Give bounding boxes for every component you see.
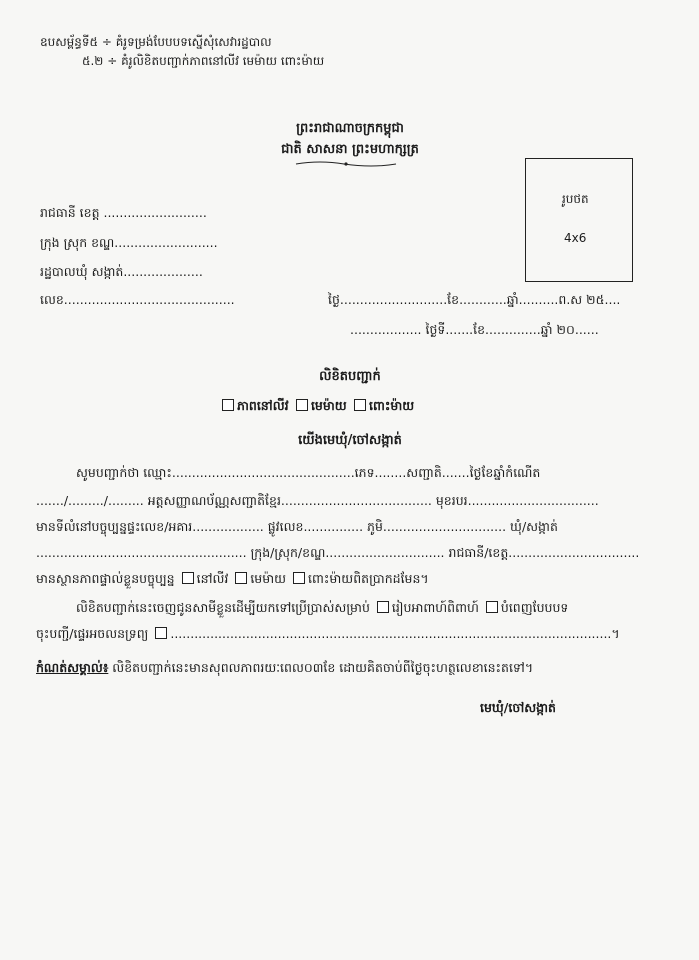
marriage-label: រៀបអាពាហ៍ពិពាហ៍ bbox=[391, 600, 479, 615]
document-title: លិខិតបញ្ជាក់ bbox=[319, 369, 381, 384]
body-line-2: ......./........./......... អត្តសញ្ញាណប័ណ្ណសញ្ជាតិខ្មែរ...................................... មុខរបរ................................. bbox=[36, 493, 599, 508]
status-prefix: មានស្ថានភាពផ្ទាល់ខ្លួនបច្ចុប្បន្ន bbox=[36, 571, 175, 586]
checkbox-procedure[interactable] bbox=[486, 601, 498, 613]
checkbox-current-divorced[interactable] bbox=[293, 572, 305, 584]
note-label: កំណត់សម្គាល់៖ bbox=[36, 660, 109, 675]
checkbox-current-widow[interactable] bbox=[235, 572, 247, 584]
ornament-divider bbox=[294, 160, 398, 168]
issuer-heading: យើងមេឃុំ/ចៅសង្កាត់ bbox=[298, 433, 402, 448]
number-field: លេខ........................................... bbox=[40, 292, 235, 307]
note-text: លិខិតបញ្ជាក់នេះមានសុពលភាពរយៈពេល០៣ខែ ដោយគិតចាប់ពីថ្ងៃចុះហត្ថលេខានេះតទៅ។ bbox=[108, 660, 534, 675]
photo-size: 4x6 bbox=[564, 231, 587, 245]
status-options bbox=[219, 398, 414, 417]
checkbox-current-single[interactable] bbox=[182, 572, 194, 584]
checkbox-marriage[interactable] bbox=[377, 601, 389, 613]
option-single: ភាពនៅលីវ bbox=[237, 398, 289, 413]
solar-date: .................. ថ្ងៃទី.......ខែ..............ឆ្នាំ ២០...... bbox=[350, 322, 599, 337]
checkbox-single[interactable] bbox=[222, 399, 234, 411]
signature-title: មេឃុំ/ចៅសង្កាត់ bbox=[480, 700, 556, 715]
current-single-label: នៅលីវ bbox=[196, 571, 229, 586]
current-widow-label: មេម៉ាយ bbox=[250, 571, 287, 586]
option-divorced: ពោះម៉ាយ bbox=[369, 398, 415, 413]
other-purpose-field: ...............................................................................................................។ bbox=[170, 626, 620, 641]
commune-field: រដ្ឋបាលឃុំ សង្កាត់.................... bbox=[40, 264, 203, 279]
capital-field: រាជធានី ខេត្ត .......................... bbox=[40, 205, 207, 220]
current-divorced-label: ពោះម៉ាយពិតប្រាកដមែន។ bbox=[308, 571, 429, 586]
purpose-prefix: លិខិតបញ្ជាក់នេះចេញជូនសាមីខ្លួនដើម្បីយកទៅប្រើប្រាស់សម្រាប់ bbox=[76, 600, 370, 615]
checkbox-divorced[interactable] bbox=[354, 399, 366, 411]
photo-box bbox=[525, 158, 633, 282]
lunar-date: ថ្ងៃ...........................ខែ............ឆ្នាំ..........ព.ស ២៥.... bbox=[328, 292, 621, 307]
body-line-1: សូមបញ្ជាក់ថា ឈ្មោះ..............................................ភេទ........សញ្ជាតិ.......ថ្ងៃខែឆ្នាំកំណើត bbox=[76, 465, 541, 480]
annex-heading: ឧបសម្ព័ន្ធទី៥ ÷ គំរូទម្រង់បែបបទស្នើសុំសេវារដ្ឋបាល bbox=[40, 35, 272, 49]
body-line-5 bbox=[36, 571, 429, 590]
checkbox-widow[interactable] bbox=[296, 399, 308, 411]
kingdom-title: ព្រះរាជាណាចក្រកម្ពុជា bbox=[296, 121, 404, 136]
body-line-6 bbox=[76, 600, 568, 619]
body-line-4: ..................................................... ក្រុង/ស្រុក/ខណ្ឌ.............................. រាជធានី/ខេត្ត................................. bbox=[36, 545, 640, 560]
checkbox-property[interactable] bbox=[155, 627, 167, 639]
body-line-3: មានទីលំនៅបច្ចុប្បន្នផ្ទះលេខ/អគារ.................. ផ្លូវលេខ............... ភូមិ............................... ឃុំ/សង្កាត់ bbox=[36, 519, 558, 534]
photo-label: រូបថត bbox=[562, 192, 589, 206]
kingdom-motto: ជាតិ សាសនា ព្រះមហាក្សត្រ bbox=[281, 142, 419, 157]
body-line-7 bbox=[36, 626, 620, 645]
procedure-label: បំពេញបែបបទ bbox=[500, 600, 569, 615]
validity-note bbox=[36, 660, 533, 679]
form-subheading: ៥.២ ÷ គំរូលិខិតបញ្ជាក់ភាពនៅលីវ មេម៉ាយ ពោះម៉ាយ bbox=[82, 54, 325, 68]
option-widow: មេម៉ាយ bbox=[310, 398, 347, 413]
district-field: ក្រុង ស្រុក ខណ្ឌ.......................... bbox=[40, 235, 218, 250]
property-label: ចុះបញ្ជី/ផ្ទេរអចលនទ្រព្យ bbox=[36, 626, 149, 641]
